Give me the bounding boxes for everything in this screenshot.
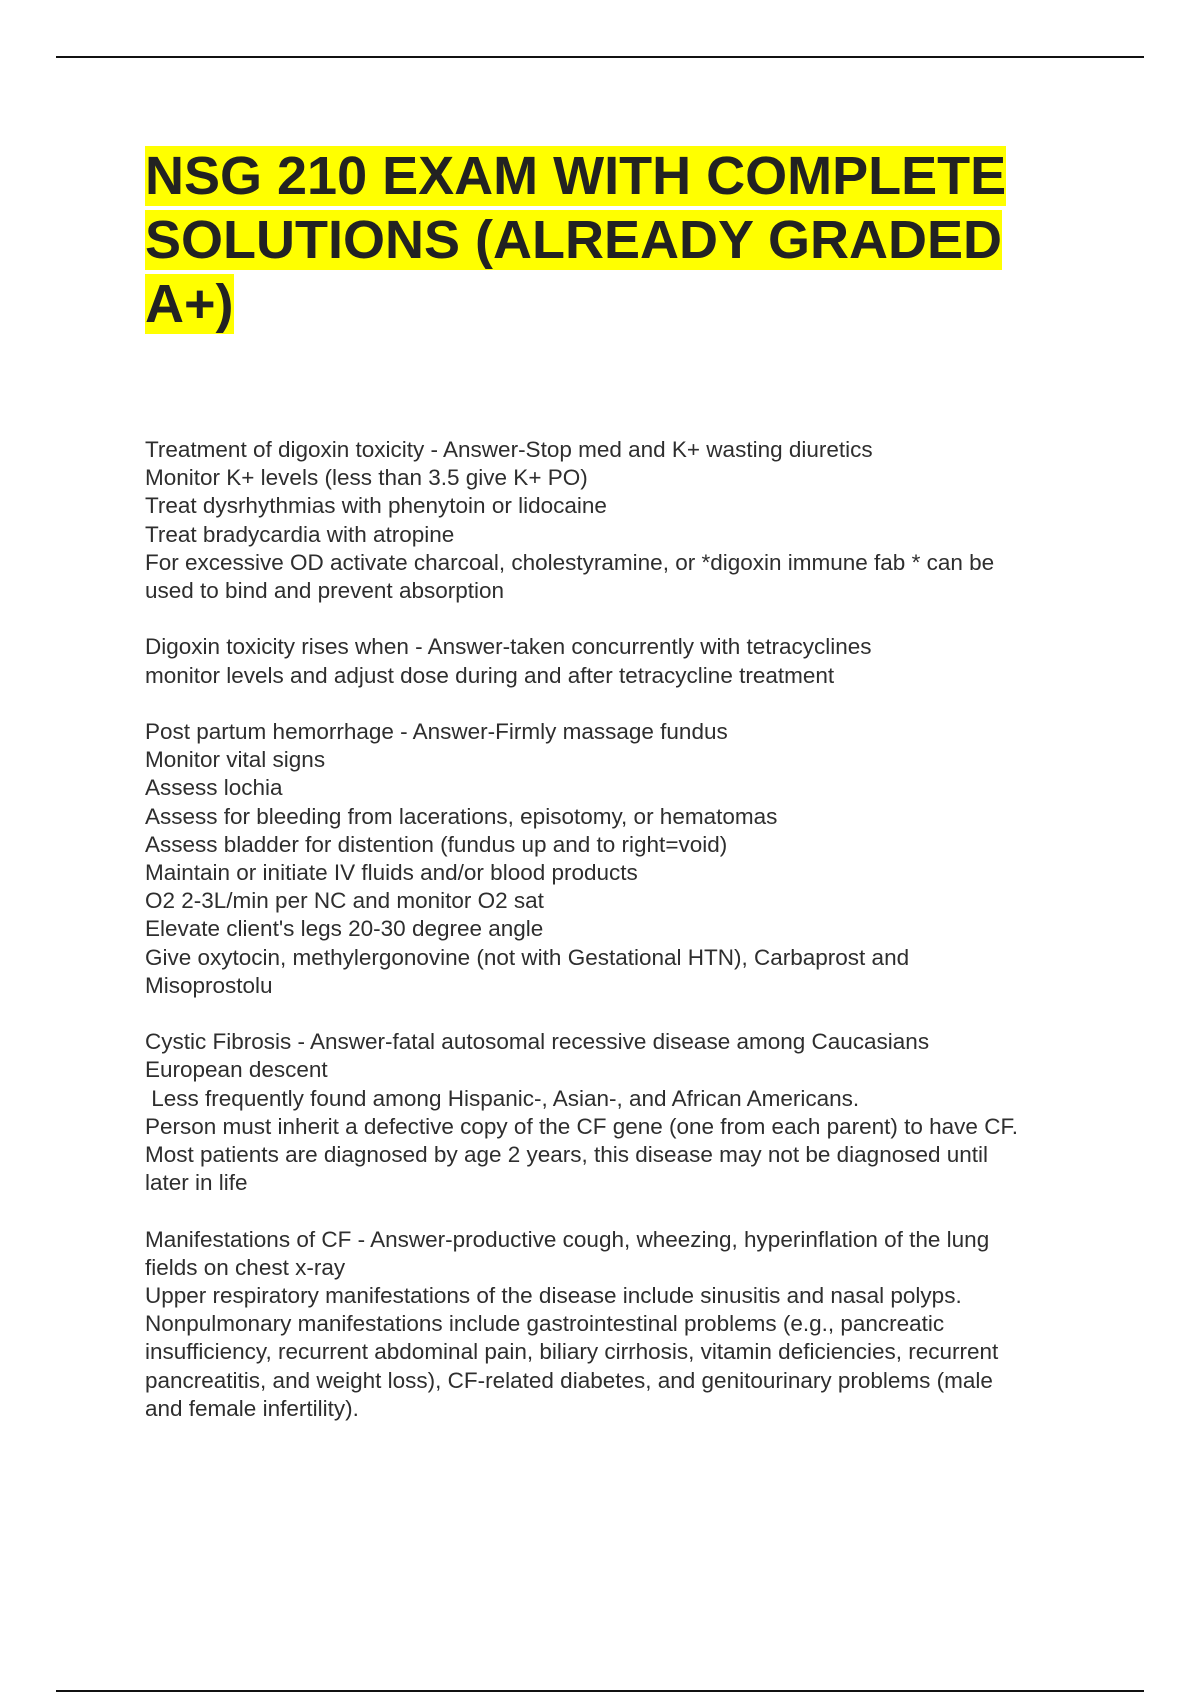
entry-line: monitor levels and adjust dose during and after tetracycline treatment — [145, 662, 835, 688]
entry-line: For excessive OD activate charcoal, cholestyramine, or *digoxin immune fab * can be — [145, 549, 995, 575]
qa-entry-digoxin-treatment — [145, 436, 1095, 605]
entry-line: Nonpulmonary manifestations include gastrointestinal problems (e.g., pancreatic — [145, 1311, 945, 1337]
entry-line: O2 2-3L/min per NC and monitor O2 sat — [145, 888, 544, 914]
entry-line: Post partum hemorrhage - Answer-Firmly massage fundus — [145, 719, 728, 744]
entry-line: Assess for bleeding from lacerations, episotomy, or hematomas — [145, 803, 778, 829]
entry-line: Digoxin toxicity rises when - Answer-taken concurrently with tetracyclines — [145, 634, 872, 660]
entry-line: Treat dysrhythmias with phenytoin or lidocaine — [145, 493, 607, 519]
entry-line: Manifestations of CF - Answer-productive cough, wheezing, hyperinflation of the lung — [145, 1226, 990, 1252]
qa-entry-cystic-fibrosis — [145, 1028, 1095, 1197]
entry-line: Monitor vital signs — [145, 747, 326, 773]
entry-line: fields on chest x-ray — [145, 1254, 346, 1280]
entry-line: Cystic Fibrosis - Answer-fatal autosomal recessive disease among Caucasians — [145, 1029, 930, 1055]
entry-line: Upper respiratory manifestations of the disease include sinusitis and nasal polyps. — [145, 1283, 962, 1309]
entry-line: Assess lochia — [145, 775, 283, 801]
entry-line: used to bind and prevent absorption — [145, 578, 505, 604]
document-title-highlight: NSG 210 EXAM WITH COMPLETE SOLUTIONS (ALREADY GRADED A+) — [145, 146, 1007, 334]
entry-line: Assess bladder for distention (fundus up and to right=void) — [145, 831, 728, 857]
entry-line: Maintain or initiate IV fluids and/or blood products — [145, 860, 638, 886]
entry-line: Treatment of digoxin toxicity - Answer-Stop med and K+ wasting diuretics — [145, 437, 873, 462]
document-body — [145, 436, 1095, 1451]
entry-line: pancreatitis, and weight loss), CF-related diabetes, and genitourinary problems (male — [145, 1367, 993, 1393]
entry-line: Most patients are diagnosed by age 2 years, this disease may not be diagnosed until — [145, 1142, 989, 1168]
qa-entry-digoxin-toxicity-rises — [145, 633, 1095, 689]
page-footer-rule — [56, 1690, 1144, 1692]
entry-line: Monitor K+ levels (less than 3.5 give K+ PO) — [145, 465, 588, 491]
qa-entry-cf-manifestations — [145, 1226, 1095, 1423]
entry-line: European descent — [145, 1057, 328, 1083]
document-title — [145, 144, 1075, 336]
entry-line: Person must inherit a defective copy of the CF gene (one from each parent) to have CF. — [145, 1113, 1018, 1139]
entry-line: later in life — [145, 1170, 248, 1196]
entry-line: insufficiency, recurrent abdominal pain, biliary cirrhosis, vitamin deficiencies, recurrent — [145, 1339, 999, 1365]
entry-line: Elevate client's legs 20-30 degree angle — [145, 916, 544, 942]
entry-line: Give oxytocin, methylergonovine (not with Gestational HTN), Carbaprost and — [145, 944, 910, 970]
entry-line: Misoprostolu — [145, 972, 273, 998]
entry-line: and female infertility). — [145, 1395, 359, 1421]
entry-line: Treat bradycardia with atropine — [145, 521, 455, 547]
entry-line: Less frequently found among Hispanic-, Asian-, and African Americans. — [145, 1085, 860, 1111]
qa-entry-postpartum-hemorrhage — [145, 718, 1095, 1000]
page-header-rule — [56, 56, 1144, 58]
